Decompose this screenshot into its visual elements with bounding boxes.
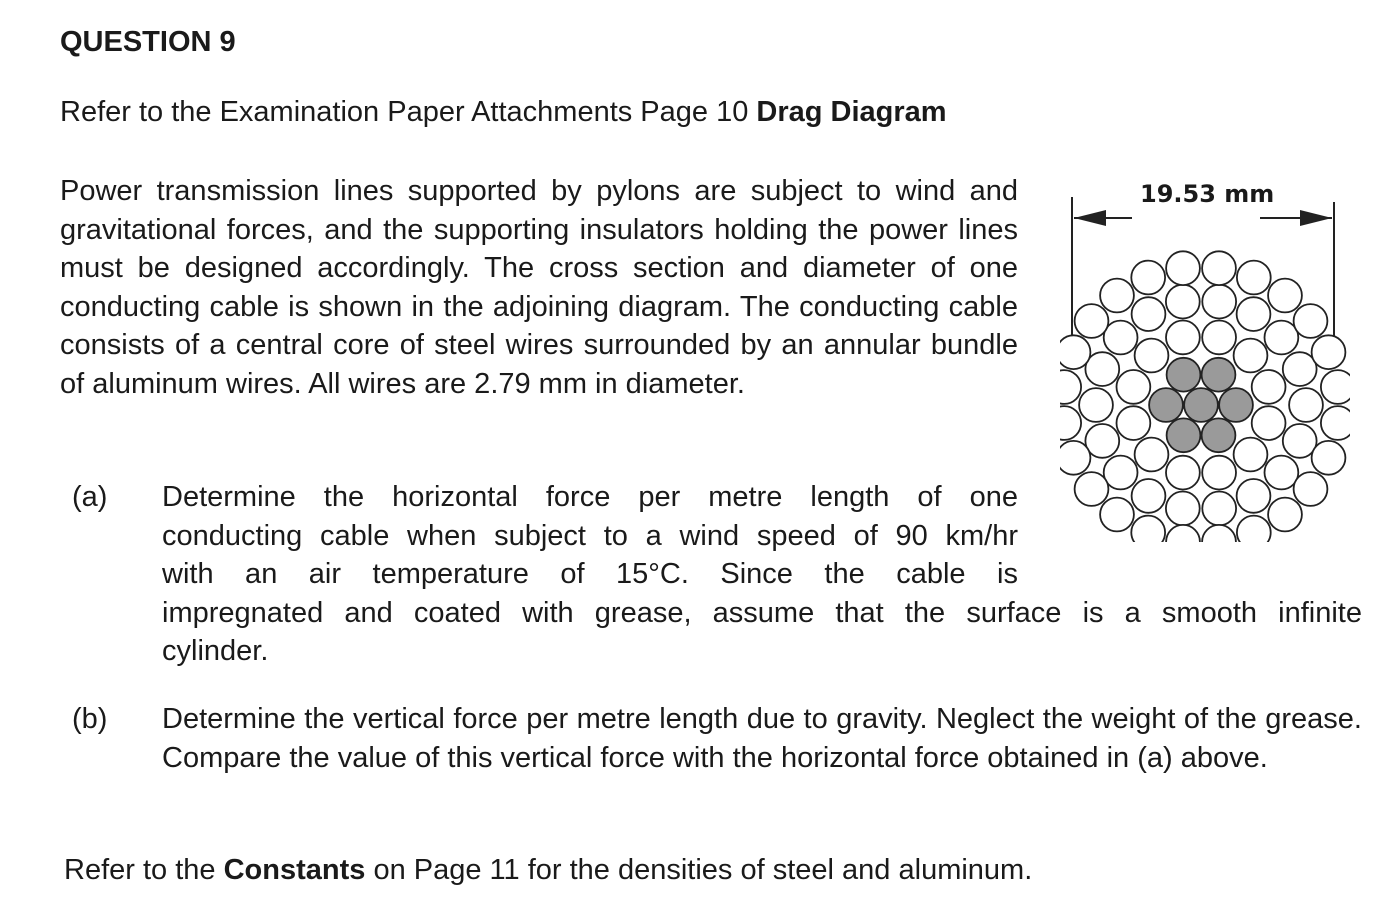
steel-wire [1202, 418, 1236, 452]
aluminum-wire [1060, 370, 1081, 404]
part-a-line-5: cylinder. [162, 635, 269, 667]
aluminum-wire [1117, 370, 1151, 404]
aluminum-wire [1265, 321, 1299, 355]
constants-footer [64, 854, 1032, 887]
aluminum-wire [1132, 479, 1166, 513]
aluminum-wire [1104, 456, 1138, 490]
steel-wire [1219, 388, 1253, 422]
aluminum-wire [1117, 406, 1151, 440]
intro-paragraph: Power transmission lines supported by pylons are subject to wind and gravitational forces, and the supporting insulators holding the power lines must be designed accordingly. The cross section and diameter of one conducting cable is shown in the adjoining diagram. The conducting cable consists of a central core of steel wires surrounded by an annular bundle of aluminum wires. All wires are 2.79 mm in diameter. [60, 175, 1018, 400]
aluminum-wire [1075, 304, 1109, 338]
wire-bundle [1060, 251, 1350, 542]
aluminum-wire [1132, 297, 1166, 331]
aluminum-wire [1312, 335, 1346, 369]
part-a-line-3: with an air temperature of 15°C. Since the cable is [162, 558, 1018, 590]
aluminum-wire [1252, 406, 1286, 440]
aluminum-wire [1166, 525, 1200, 542]
reference-prefix: Refer to the Examination Paper Attachments Page 10 [60, 96, 757, 128]
dimension-arrow-left [1074, 210, 1106, 226]
aluminum-wire [1166, 492, 1200, 526]
part-b-text: Determine the vertical force per metre length due to gravity. Neglect the weight of the grease. Compare the value of this vertical force with the horizontal force obtained in (a) above. [162, 703, 1362, 774]
aluminum-wire [1237, 261, 1271, 295]
aluminum-wire [1289, 388, 1323, 422]
aluminum-wire [1060, 406, 1081, 440]
footer-prefix: Refer to the [64, 854, 224, 886]
steel-wire [1167, 418, 1201, 452]
aluminum-wire [1131, 516, 1165, 542]
aluminum-wire [1075, 472, 1109, 506]
cable-cross-section-diagram [1060, 172, 1350, 542]
aluminum-wire [1237, 297, 1271, 331]
aluminum-wire [1294, 304, 1328, 338]
aluminum-wire [1166, 285, 1200, 319]
aluminum-wire [1135, 339, 1169, 373]
aluminum-wire [1202, 251, 1236, 285]
footer-suffix: on Page 11 for the densities of steel and aluminum. [365, 854, 1033, 886]
part-a-line-4: impregnated and coated with grease, assume that the surface is a smooth infinite [162, 596, 1362, 629]
aluminum-wire [1079, 388, 1113, 422]
aluminum-wire [1166, 321, 1200, 355]
aluminum-wire [1104, 321, 1138, 355]
aluminum-wire [1100, 498, 1134, 532]
steel-wire [1167, 358, 1201, 392]
aluminum-wire [1312, 441, 1346, 475]
aluminum-wire [1234, 339, 1268, 373]
aluminum-wire [1321, 370, 1350, 404]
question-heading: QUESTION 9 [60, 26, 236, 58]
aluminum-wire [1100, 279, 1134, 313]
aluminum-wire [1234, 438, 1268, 472]
part-a-line-1: Determine the horizontal force per metre length of one [162, 481, 1018, 513]
aluminum-wire [1265, 456, 1299, 490]
part-b [60, 700, 1370, 820]
aluminum-wire [1202, 525, 1236, 542]
aluminum-wire [1237, 516, 1271, 542]
aluminum-wire [1202, 321, 1236, 355]
part-a-label: (a) [72, 481, 108, 513]
cable-diagram-svg [1060, 172, 1350, 542]
aluminum-wire [1135, 438, 1169, 472]
aluminum-wire [1268, 498, 1302, 532]
aluminum-wire [1321, 406, 1350, 440]
aluminum-wire [1237, 479, 1271, 513]
aluminum-wire [1166, 251, 1200, 285]
part-b-label: (b) [72, 703, 108, 735]
reference-bold: Drag Diagram [756, 96, 947, 128]
aluminum-wire [1268, 279, 1302, 313]
aluminum-wire [1060, 335, 1090, 369]
steel-wire [1202, 358, 1236, 392]
aluminum-wire [1294, 472, 1328, 506]
steel-wire [1184, 388, 1218, 422]
aluminum-wire [1060, 441, 1090, 475]
reference-line [60, 96, 947, 129]
dimension-arrow-right [1300, 210, 1332, 226]
aluminum-wire [1202, 456, 1236, 490]
steel-wire [1149, 388, 1183, 422]
aluminum-wire [1166, 456, 1200, 490]
footer-bold: Constants [223, 854, 366, 886]
aluminum-wire [1202, 285, 1236, 319]
aluminum-wire [1252, 370, 1286, 404]
part-a-line-2: conducting cable when subject to a wind speed of 90 km/hr [162, 519, 1018, 552]
diameter-label: 19.53 mm [1140, 180, 1275, 208]
aluminum-wire [1131, 261, 1165, 295]
aluminum-wire [1202, 492, 1236, 526]
